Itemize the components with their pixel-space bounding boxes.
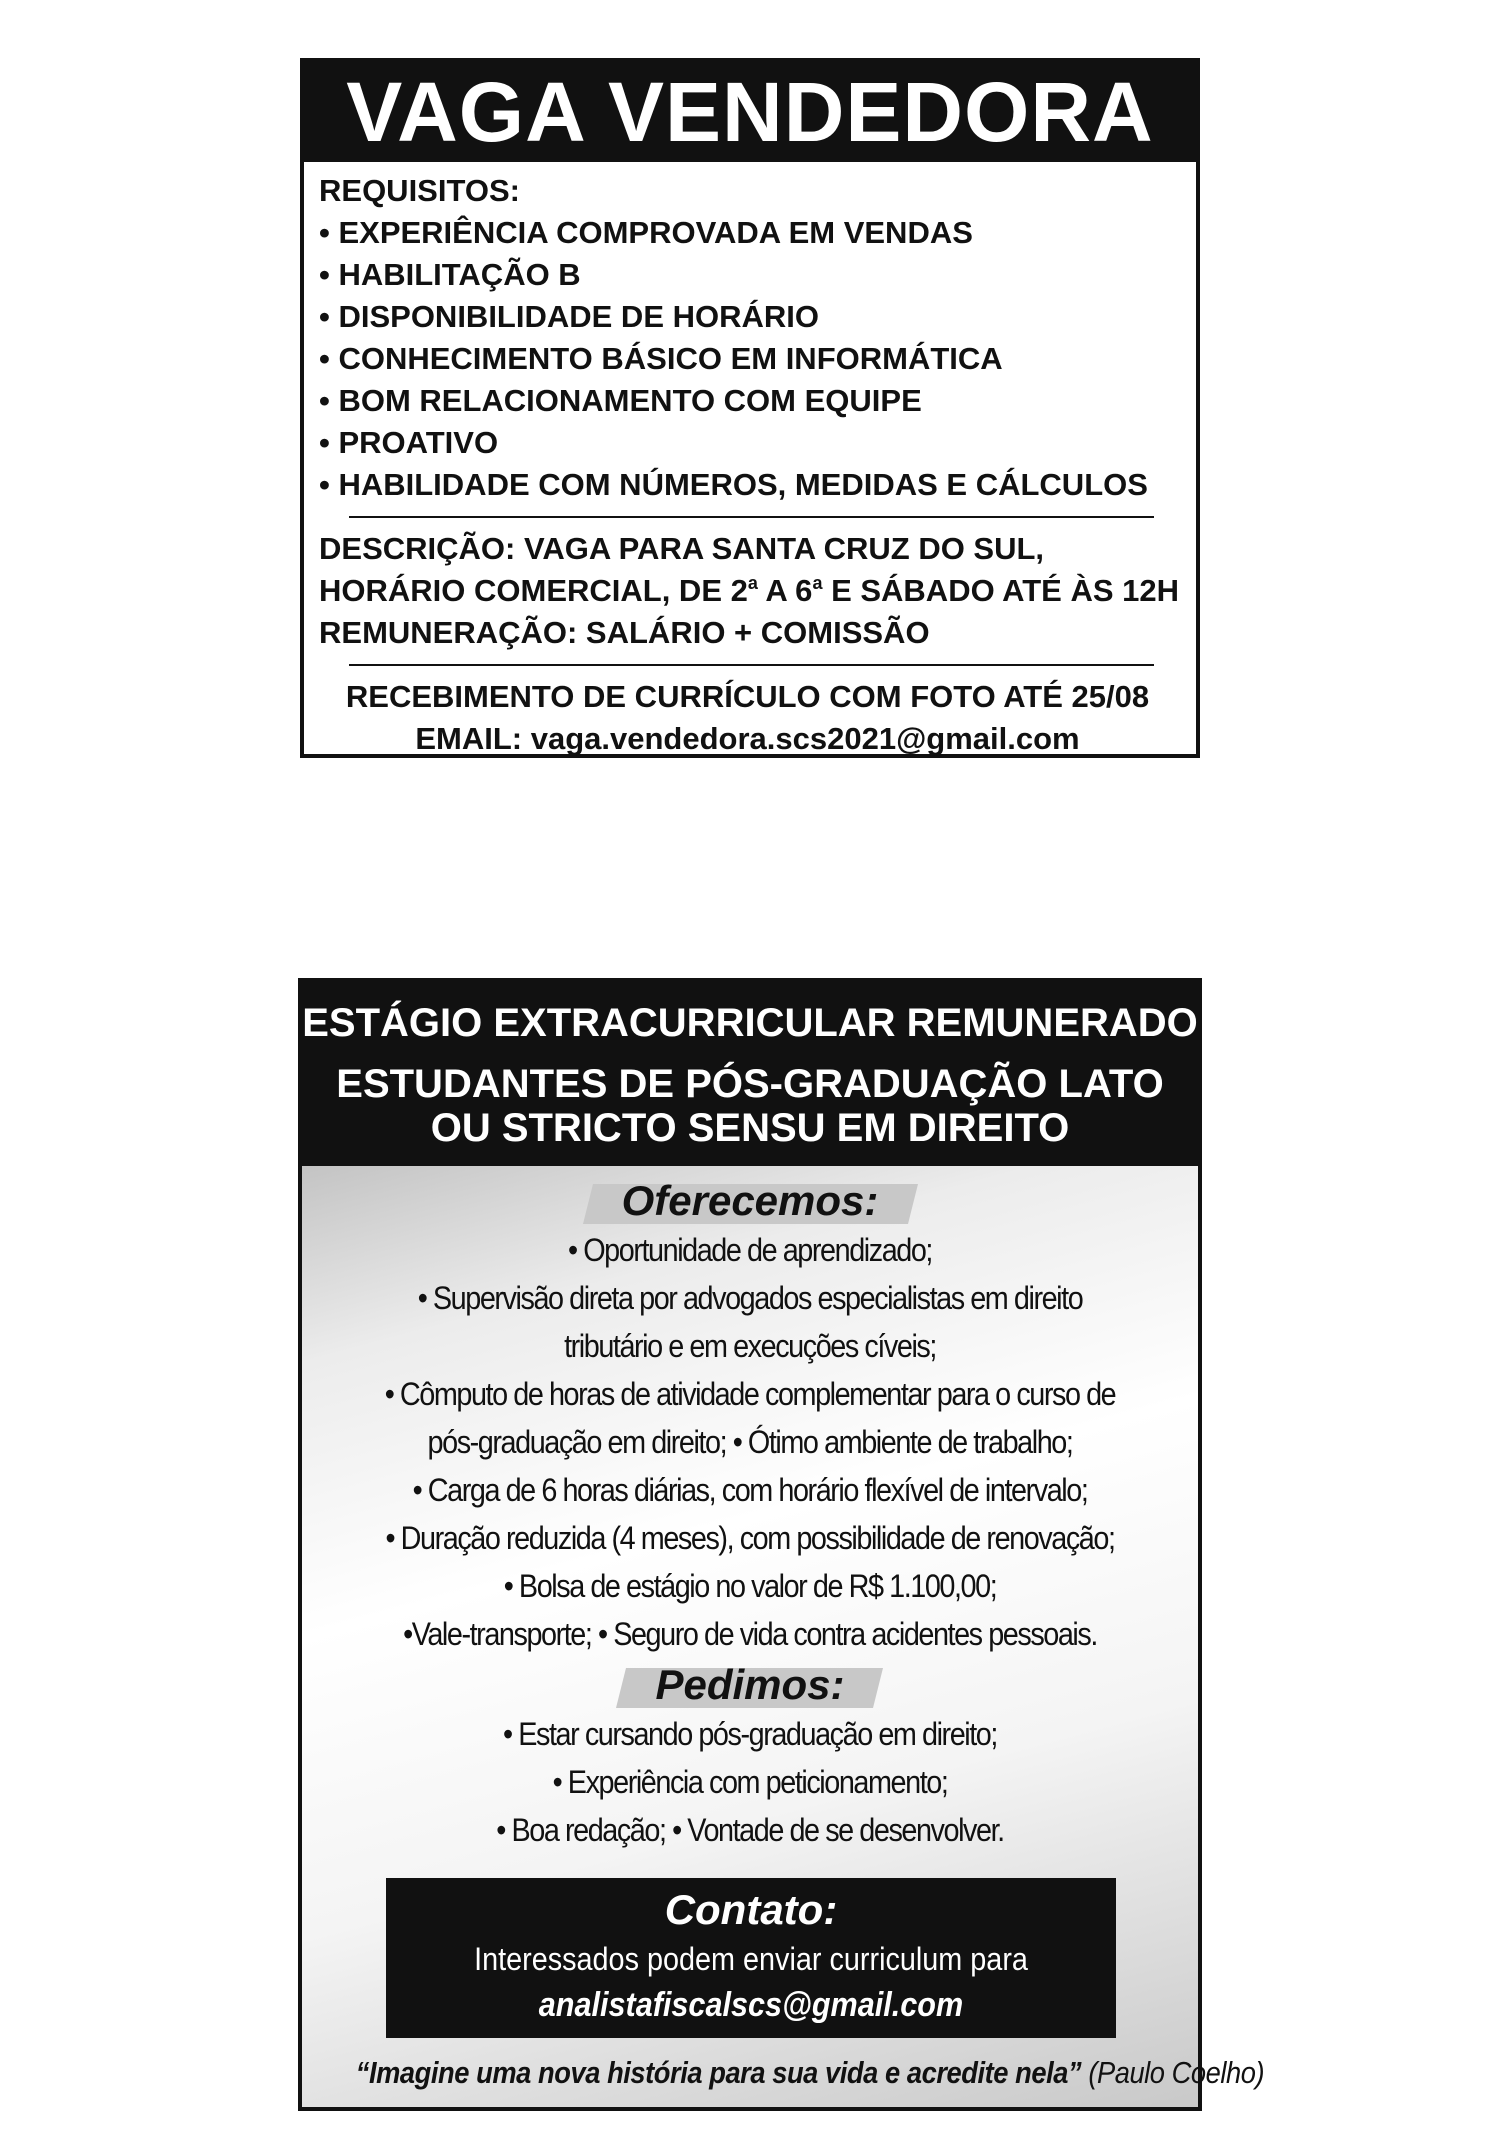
offer-item: • Duração reduzida (4 meses), com possibilidade de renovação; bbox=[385, 1520, 1115, 1556]
request-item: • Boa redação; • Vontade de se desenvolver. bbox=[496, 1812, 1004, 1848]
contact-heading: Contato: bbox=[664, 1886, 838, 1933]
ad1-body bbox=[304, 162, 1196, 760]
divider bbox=[349, 664, 1154, 666]
contact-email: analistafiscalscs@gmail.com bbox=[538, 1986, 964, 2024]
requirements-heading: REQUISITOS: bbox=[319, 173, 520, 208]
contact-line: Interessados podem enviar curriculum para bbox=[474, 1941, 1028, 1977]
requests-heading: Pedimos: bbox=[621, 1660, 878, 1710]
offer-item: • Oportunidade de aprendizado; bbox=[568, 1232, 932, 1268]
offer-item: • Cômputo de horas de atividade complementar para o curso de bbox=[384, 1376, 1116, 1412]
requirement-item: • HABILITAÇÃO B bbox=[319, 257, 581, 292]
requirement-item: • HABILIDADE COM NÚMEROS, MEDIDAS E CÁLCULOS bbox=[319, 467, 1148, 502]
ad2-content bbox=[302, 1166, 1198, 1854]
divider bbox=[349, 516, 1154, 518]
offer-item: • Carga de 6 horas diárias, com horário flexível de intervalo; bbox=[412, 1472, 1088, 1508]
ad2-subtitle-1: ESTUDANTES DE PÓS-GRADUAÇÃO LATO bbox=[336, 1062, 1164, 1106]
ad2-subtitle-2: OU STRICTO SENSU EM DIREITO bbox=[430, 1106, 1070, 1150]
offer-item: •Vale-transporte; • Seguro de vida contra acidentes pessoais. bbox=[403, 1616, 1097, 1652]
requirement-item: • PROATIVO bbox=[319, 425, 499, 460]
ad2-header bbox=[302, 982, 1198, 1166]
description-line: DESCRIÇÃO: VAGA PARA SANTA CRUZ DO SUL, bbox=[319, 531, 1045, 566]
internship-ad bbox=[298, 978, 1265, 2111]
offer-item: tributário e em execuções cíveis; bbox=[564, 1328, 936, 1364]
ad1-title: VAGA VENDEDORA bbox=[304, 62, 1196, 162]
offers-heading: Oferecemos: bbox=[588, 1176, 913, 1226]
email-line: EMAIL: vaga.vendedora.scs2021@gmail.com bbox=[415, 721, 1080, 756]
requirement-item: • BOM RELACIONAMENTO COM EQUIPE bbox=[319, 383, 922, 418]
offer-item: pós-graduação em direito; • Ótimo ambiente de trabalho; bbox=[427, 1424, 1073, 1460]
requirement-item: • EXPERIÊNCIA COMPROVADA EM VENDAS bbox=[319, 215, 973, 250]
offer-item: • Bolsa de estágio no valor de R$ 1.100,00; bbox=[503, 1568, 997, 1604]
job-ad-salesperson bbox=[300, 58, 1200, 758]
ad2-title: ESTÁGIO EXTRACURRICULAR REMUNERADO bbox=[302, 1001, 1198, 1045]
remuneration-line: REMUNERAÇÃO: SALÁRIO + COMISSÃO bbox=[319, 615, 930, 650]
request-item: • Estar cursando pós-graduação em direito; bbox=[503, 1716, 997, 1752]
offer-item: • Supervisão direta por advogados especialistas em direito bbox=[417, 1280, 1083, 1316]
contact-box bbox=[386, 1878, 1116, 2038]
quote-author: (Paulo Coelho) bbox=[1088, 2055, 1265, 2090]
request-item: • Experiência com peticionamento; bbox=[552, 1764, 948, 1800]
requirement-item: • CONHECIMENTO BÁSICO EM INFORMÁTICA bbox=[319, 341, 1003, 376]
quote bbox=[355, 2050, 1265, 2096]
description-schedule: HORÁRIO COMERCIAL, DE 2$^a$ A 6$^a$ E SÁBADO ATÉ ÀS 12H bbox=[319, 573, 1180, 608]
quote-text: “Imagine uma nova história para sua vida e acredite nela” bbox=[355, 2055, 1082, 2090]
deadline-line: RECEBIMENTO DE CURRÍCULO COM FOTO ATÉ 25/08 bbox=[345, 679, 1150, 714]
requirement-item: • DISPONIBILIDADE DE HORÁRIO bbox=[319, 299, 819, 334]
